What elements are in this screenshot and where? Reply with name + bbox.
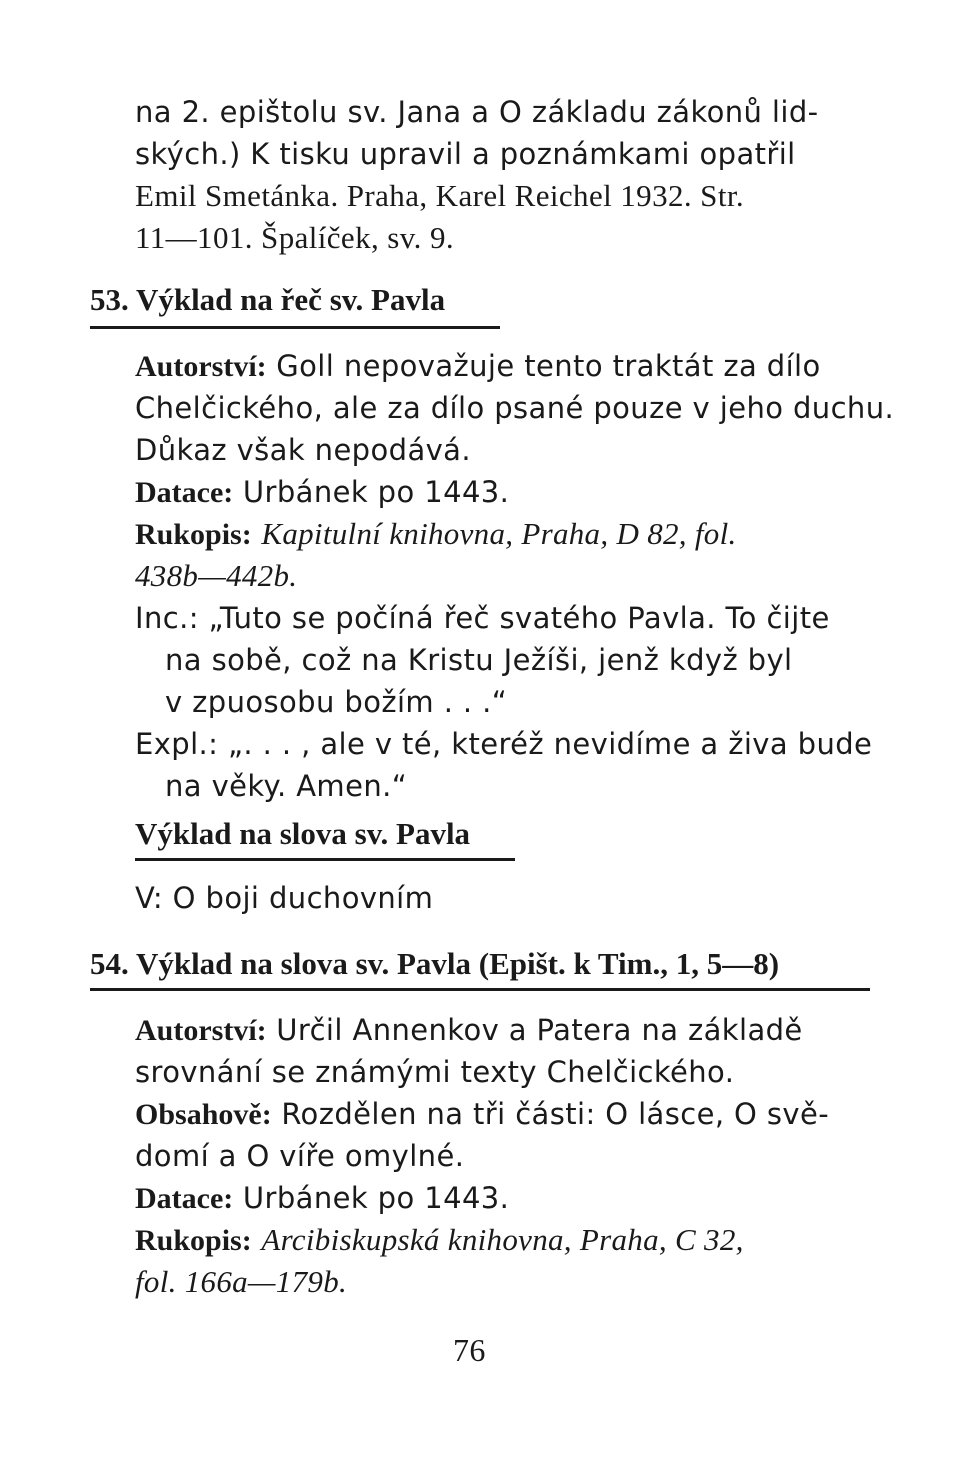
text-line: V: O boji duchovním <box>135 881 434 915</box>
rukopis-text: Arcibiskupská knihovna, Praha, C 32, <box>261 1222 744 1257</box>
text-line: Emil Smetánka. Praha, Karel Reichel 1932. Str. <box>135 178 744 213</box>
entry-heading: 54. Výklad na slova sv. Pavla (Epišt. k Tim., 1, 5—8) <box>90 946 780 981</box>
rukopis-label: Rukopis: <box>135 518 252 551</box>
incipit-line: Inc.: „Tuto se počíná řeč svatého Pavla. To čijte <box>135 601 830 635</box>
datace-text: Urbánek po 1443. <box>242 1181 510 1215</box>
autorstvi-line <box>135 1010 803 1051</box>
obsahove-text: Rozdělen na tři části: O lásce, O svě- <box>281 1097 830 1131</box>
rukopis-line <box>135 1220 744 1261</box>
heading-rule <box>90 988 870 991</box>
text-line: Chelčického, ale za dílo psané pouze v jeho duchu. <box>135 391 895 425</box>
rukopis-line <box>135 514 737 555</box>
entry-heading: 53. Výklad na řeč sv. Pavla <box>90 282 446 317</box>
text-line: 438b—442b. <box>135 558 298 593</box>
autorstvi-label: Autorství: <box>135 1014 267 1047</box>
incipit-line: v zpuosobu božím . . .“ <box>165 685 508 719</box>
obsahove-line <box>135 1094 829 1135</box>
datace-label: Datace: <box>135 1182 234 1215</box>
text-line: domí a O víře omylné. <box>135 1139 465 1173</box>
explicit-line: na věky. Amen.“ <box>165 769 408 803</box>
page-number: 76 <box>453 1332 486 1368</box>
subsection-heading: Výklad na slova sv. Pavla <box>135 816 471 851</box>
rukopis-label: Rukopis: <box>135 1224 252 1257</box>
datace-label: Datace: <box>135 476 234 509</box>
text-line: 11—101. Špalíček, sv. 9. <box>135 220 454 255</box>
incipit-line: na sobě, což na Kristu Ježíši, jenž když byl <box>165 643 793 677</box>
rukopis-text: Kapitulní knihovna, Praha, D 82, fol. <box>261 516 737 551</box>
text-line: fol. 166a—179b. <box>135 1264 348 1299</box>
datace-line <box>135 472 509 513</box>
obsahove-label: Obsahově: <box>135 1098 272 1131</box>
explicit-line: Expl.: „. . . , ale v té, kteréž nevidíme a živa bude <box>135 727 873 761</box>
text-line: Důkaz však nepodává. <box>135 433 471 467</box>
autorstvi-text: Určil Annenkov a Patera na základě <box>276 1013 803 1047</box>
autorstvi-line <box>135 346 821 387</box>
autorstvi-label: Autorství: <box>135 350 267 383</box>
text-line: ských.) K tisku upravil a poznámkami opatřil <box>135 137 796 171</box>
heading-rule <box>135 858 515 861</box>
datace-text: Urbánek po 1443. <box>242 475 510 509</box>
heading-rule <box>90 326 500 329</box>
datace-line <box>135 1178 509 1219</box>
autorstvi-text: Goll nepovažuje tento traktát za dílo <box>276 349 821 383</box>
text-line: na 2. epištolu sv. Jana a O základu zákonů lid- <box>135 95 819 129</box>
text-line: srovnání se známými texty Chelčického. <box>135 1055 735 1089</box>
